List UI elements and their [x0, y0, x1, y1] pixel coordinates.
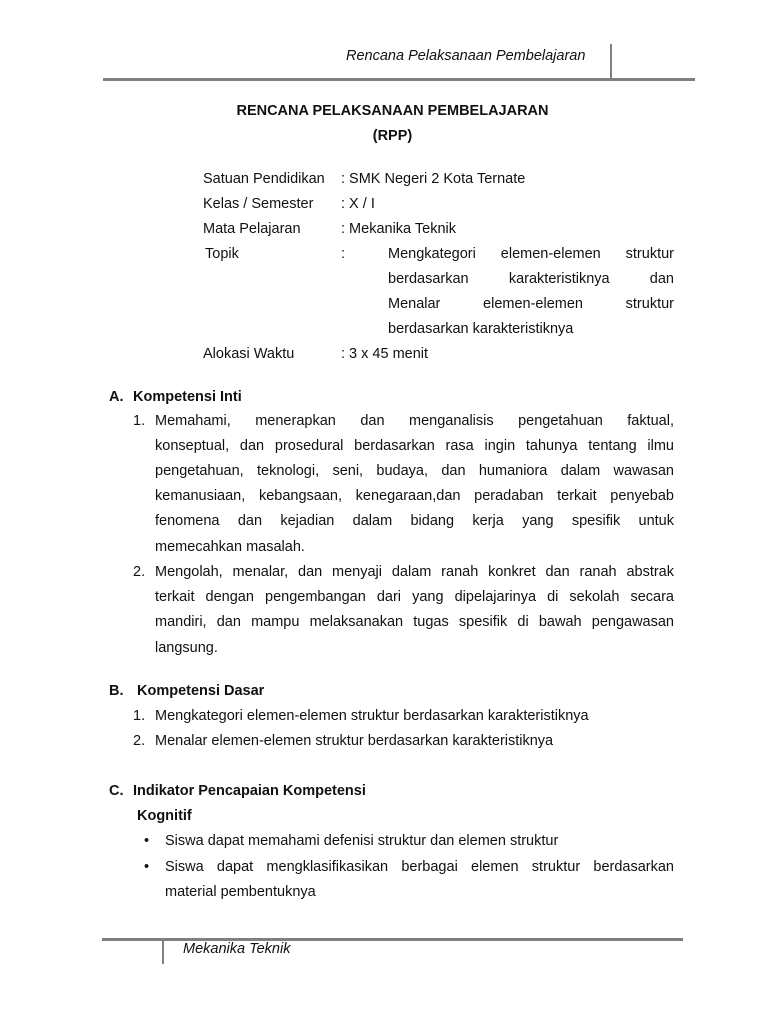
- topic-line: berdasarkan karakteristiknya: [388, 321, 574, 337]
- document-subtitle: (RPP): [372, 128, 413, 144]
- topic-line: berdasarkan karakteristiknya dan: [388, 271, 674, 287]
- section-letter: B.: [109, 683, 124, 699]
- footer-title: Mekanika Teknik: [183, 941, 291, 957]
- bullet-text: Siswa dapat memahami defenisi struktur dan elemen struktur: [165, 833, 559, 849]
- info-value: : Mekanika Teknik: [341, 221, 456, 237]
- section-title: Kompetensi Dasar: [137, 683, 265, 699]
- section-letter: A.: [109, 389, 124, 405]
- header-title: Rencana Pelaksanaan Pembelajaran: [346, 48, 586, 64]
- item-line: konseptual, dan prosedural berdasarkan rasa ingin tahunya tentang ilmu: [155, 438, 674, 454]
- footer-rule-vertical: [162, 939, 164, 964]
- item-number: 1.: [133, 708, 146, 724]
- section-subtitle: Kognitif: [137, 808, 192, 824]
- item-number: 2.: [133, 733, 146, 749]
- item-text: Mengkategori elemen-elemen struktur berdasarkan karakteristiknya: [155, 708, 589, 724]
- topic-line: Menalar elemen-elemen struktur: [388, 296, 674, 312]
- item-line: mandiri, dan mampu melaksanakan tugas spesifik di bawah pengawasan: [155, 614, 674, 630]
- info-label: Satuan Pendidikan: [203, 171, 325, 187]
- item-line: kemanusiaan, kebangsaan, kenegaraan,dan peradaban terkait penyebab: [155, 488, 674, 504]
- info-value: : X / I: [341, 196, 375, 212]
- item-line: Memahami, menerapkan dan menganalisis pengetahuan faktual,: [155, 413, 674, 429]
- header-rule-vertical: [610, 44, 612, 80]
- item-line: fenomena dan kejadian dalam bidang kerja yang spesifik untuk: [155, 513, 674, 529]
- bullet-icon: •: [144, 833, 150, 849]
- info-colon: :: [341, 246, 346, 262]
- info-label: Kelas / Semester: [203, 196, 314, 212]
- info-value: : SMK Negeri 2 Kota Ternate: [341, 171, 526, 187]
- item-text: Menalar elemen-elemen struktur berdasarkan karakteristiknya: [155, 733, 554, 749]
- header-rule: [103, 78, 695, 81]
- topic-line: Mengkategori elemen-elemen struktur: [388, 246, 674, 262]
- section-title: Indikator Pencapaian Kompetensi: [133, 783, 366, 799]
- info-value: : 3 x 45 menit: [341, 346, 429, 362]
- item-line: pengetahuan, teknologi, seni, budaya, dan humaniora dalam wawasan: [155, 463, 674, 479]
- section-title: Kompetensi Inti: [133, 389, 242, 405]
- bullet-text: Siswa dapat mengklasifikasikan berbagai elemen struktur berdasarkan: [165, 859, 674, 875]
- info-label: Mata Pelajaran: [203, 221, 301, 237]
- item-number: 2.: [133, 564, 146, 580]
- info-label: Alokasi Waktu: [203, 346, 295, 362]
- item-line: terkait dengan pengembangan dari yang dipelajarinya di sekolah secara: [155, 589, 674, 605]
- bullet-icon: •: [144, 859, 150, 875]
- info-label: Topik: [205, 246, 239, 262]
- section-letter: C.: [109, 783, 124, 799]
- document-title: RENCANA PELAKSANAAN PEMBELAJARAN: [236, 103, 549, 119]
- item-number: 1.: [133, 413, 146, 429]
- item-line: langsung.: [155, 640, 218, 656]
- bullet-text: material pembentuknya: [165, 884, 316, 900]
- item-line: memecahkan masalah.: [155, 539, 305, 555]
- item-line: Mengolah, menalar, dan menyaji dalam ranah konkret dan ranah abstrak: [155, 564, 674, 580]
